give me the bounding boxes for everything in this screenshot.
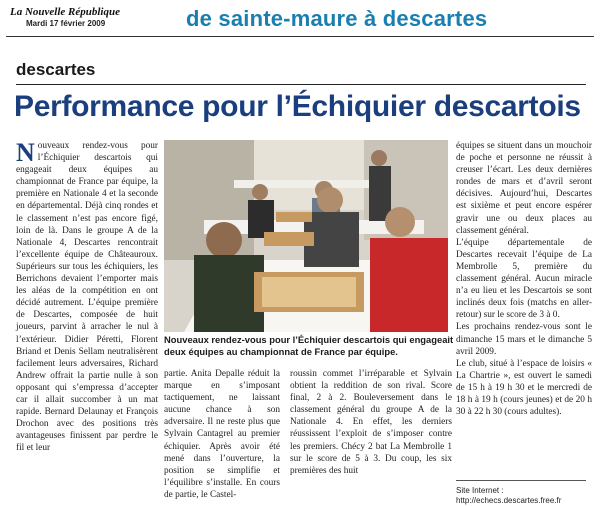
column-3-text: roussin commet l’irréparable et Sylvain obtient la reddition de son rival. Score final, 2 à 2. Bouleversement dans le classement général du groupe A de la Nationale 4. En effet, les derniers réussissent l’exploit de s’imposer contre les premiers. Chécy 2 bat La Membrolle 1 sur le score de 5 à 3. Du coup, les six premières des huit [290, 369, 452, 476]
column-1-text: ouveaux rendez-vous pour l’Échiquier descartois qui engageait deux équipes au championnat de France par équipe, la première en Nationale 4 et la seconde en départemental. Déjà cinq rondes et le classement n’est pas encore figé, loin de là. Dans le groupe A de la Nationale 4, Descartes rencontrait l’excellente équipe de Châteauroux. Supérieurs sur tous les échiquiers, les Berrichons devaient l’emporter mais les aléas de la compétition en ont décidé autrement. L’équipe première de Descartes, composée de huit joueurs, parvint à arracher le nul à l’extérieur. Didier Péretti, Florent Briand et Denis Sellam neutralisèrent facilement leurs adversaires, Richard Andrew offrait la partie nulle à son opposant qui s’empressa d’accepter car il allait succomber à un mat rapide. Bernard Delaunay et François Drochon avec des positions très avantageuses finissent par perdre le fil et leur [16, 141, 158, 454]
column-4-paragraph-1: équipes se situent dans un mouchoir de poche et personne ne réussit à creuser l’écart. Les deux dernières rondes de mars et d’avril seront décisives. Aujourd’hui, Descartes est sixième et peut encore espérer gravir une ou deux places au classement général. [456, 141, 592, 236]
column-4-paragraph-3: Les prochains rendez-vous sont le dimanche 15 mars et le dimanche 5 avril 2009. [456, 322, 592, 357]
article-column-2 [164, 368, 280, 501]
masthead [6, 6, 594, 40]
website-label: Site Internet : [456, 486, 504, 495]
newspaper-name: La Nouvelle République [10, 6, 120, 18]
chess-players-photo [164, 140, 448, 332]
footer-divider [456, 480, 586, 481]
column-4-paragraph-4: Le club, situé à l’espace de loisirs « La Chartrie », est ouvert le samedi de 15 h à 19 h 30 et le mercredi de 18 h à 19 h (cours jeunes) et de 20 h 30 à 22 h 30 (cours adultes). [456, 358, 592, 418]
drop-cap: N [16, 138, 35, 167]
article-column-4 [456, 140, 592, 418]
column-2-text: partie. Anita Depalle réduit la marque en s’imposant tactiquement, ne laissant aucune chance à son adversaire. Il ne reste plus que Sylvain Cantagrel au premier échiquier. Après avoir été mené dans l’ouverture, la position se simplifie et l’équilibre s’installe. En cours de partie, le Castel- [164, 369, 280, 500]
headline: Performance pour l’Échiquier descartois [14, 90, 581, 123]
article-column-1 [16, 140, 158, 454]
column-4-paragraph-2: L’équipe départementale de Descartes recevait l’équipe de La Membrolle 5, première du classement général. Aucun miracle n’a eu lieu et les Descartois se sont inclinés deux fois (matchs en aller-retour) sur le score de 3 à 0. [456, 237, 592, 321]
page-banner: de sainte-maure à descartes [186, 6, 488, 31]
publication-date: Mardi 17 février 2009 [26, 19, 106, 28]
photo-caption: Nouveaux rendez-vous pour l’Échiquier descartois qui engageait deux équipes au championnat de France par équipe. [164, 334, 454, 357]
article-photo [164, 140, 448, 332]
section-label: descartes [16, 60, 96, 79]
website-link[interactable]: http://echecs.descartes.free.fr [456, 496, 562, 505]
article-column-3 [290, 368, 452, 477]
masthead-divider [6, 36, 594, 37]
section-divider [16, 84, 586, 85]
